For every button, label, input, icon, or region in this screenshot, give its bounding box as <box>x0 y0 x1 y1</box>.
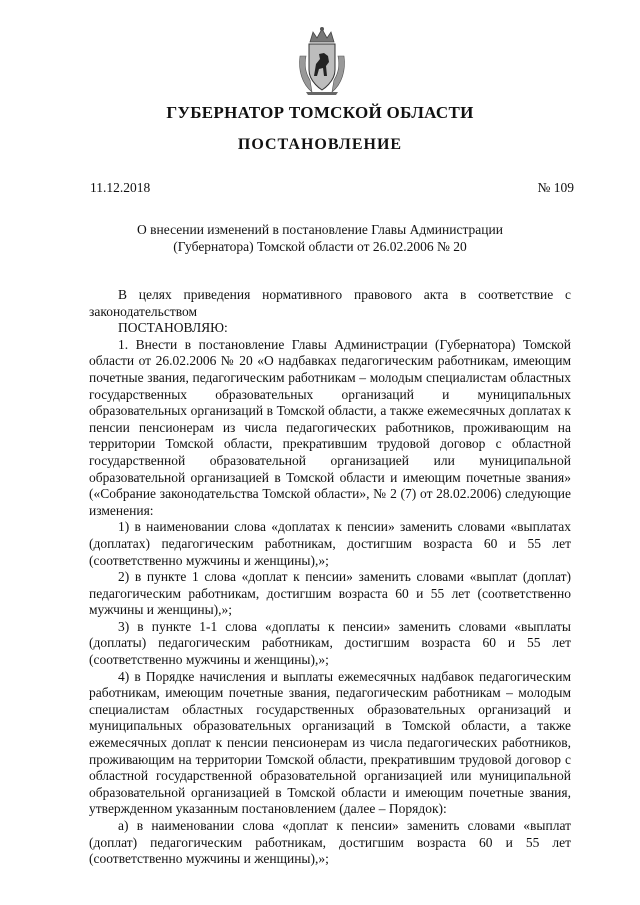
document-date: 11.12.2018 <box>90 180 151 195</box>
governor-title: ГУБЕРНАТОР ТОМСКОЙ ОБЛАСТИ <box>166 103 474 122</box>
resolve-heading: ПОСТАНОВЛЯЮ: <box>118 320 228 336</box>
subject-line-2: (Губернатора) Томской области от 26.02.2006 № 20 <box>173 239 467 254</box>
document-subject <box>100 221 540 255</box>
subitem-4-paragraph: 4) в Порядке начисления и выплаты ежемесячных надбавок педагогическим работникам, имеющим почетные звания, педагогическим работникам – молодым специалистам областных государственных образовательных организаций и муниципальных образовательных организаций в Томской области, а также ежемесячных доплат к пенсии пенсионерам из числа педагогических работников, проживающим на территории Томской области, прекратившим трудовой договор с областной государственной образовательной организацией или муниципальной образовательной организацией в Томской области и имеющим почетные звания, утвержденном указанным постановлением (далее – Порядок): <box>89 668 571 817</box>
item-1-paragraph: 1. Внести в постановление Главы Администрации (Губернатора) Томской области от 26.02.2006 № 20 «О надбавках педагогическим работникам, имеющим почетные звания, педагогическим работникам – молодым специалистам областных государственных образовательных организаций и муниципальных образовательных организаций в Томской области, а также ежемесячных доплатах к пенсии пенсионерам из числа педагогических работников, проживающим на территории Томской области, прекратившим трудовой договор с областной государственной образовательной организацией или муниципальной образовательной организацией в Томской области и имеющим почетные звания» («Собрание законодательства Томской области», № 2 (7) от 28.02.2006) следующие изменения: <box>89 336 571 518</box>
subject-line-1: О внесении изменений в постановление Главы Администрации <box>137 222 503 237</box>
subitem-3-paragraph: 3) в пункте 1-1 слова «доплаты к пенсии» заменить словами «выплаты (доплаты) педагогическим работникам, достигшим возраста 60 и 55 лет (соответственно мужчины и женщины),»; <box>89 618 571 668</box>
document-type: ПОСТАНОВЛЕНИЕ <box>237 136 403 153</box>
subitem-2-paragraph: 2) в пункте 1 слова «доплат к пенсии» заменить словами «выплат (доплат) педагогическим работникам, достигшим возраста 60 и 55 лет (соответственно мужчины и женщины),»; <box>89 569 571 618</box>
subitem-a-paragraph: а) в наименовании слова «доплат к пенсии» заменить словами «выплат (доплат) педагогическим работникам, достигшим возраста 60 и 55 лет (соответственно мужчины и женщины),»; <box>89 818 571 867</box>
tomsk-coat-of-arms-icon <box>296 26 348 96</box>
document-number: № 109 <box>537 180 574 195</box>
subitem-1-paragraph: 1) в наименовании слова «доплатах к пенсии» заменить словами «выплатах (доплатах) педагогическим работникам, достигшим возраста 60 и 55 лет (соответственно мужчины и женщины),»; <box>89 519 571 568</box>
document-body <box>89 287 571 868</box>
preamble-paragraph: В целях приведения нормативного правового акта в соответствие с законодательством <box>89 287 571 319</box>
